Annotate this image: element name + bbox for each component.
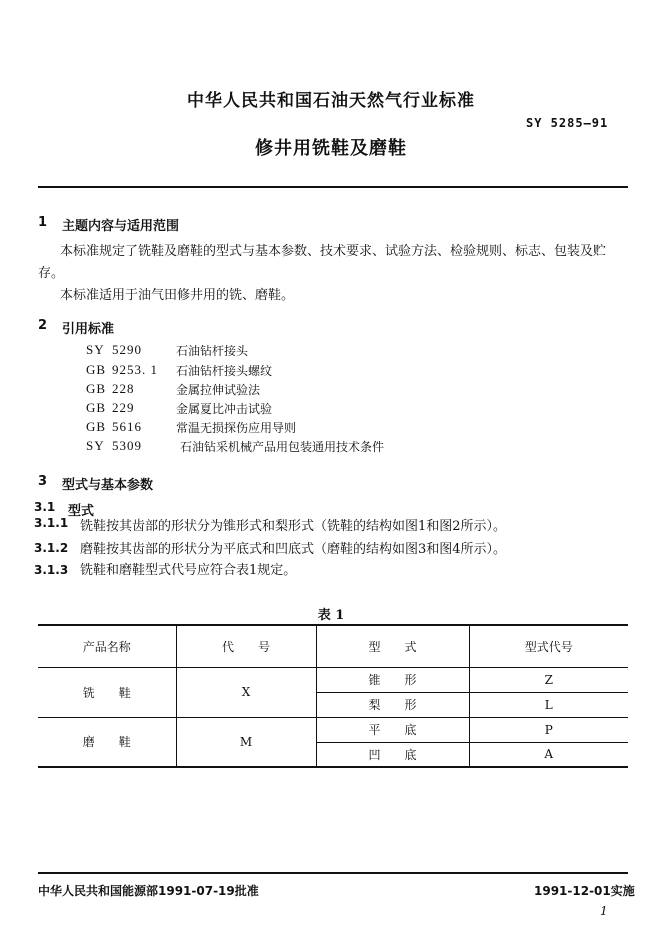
- type-code-table: [38, 624, 628, 768]
- item-3-1-2-number: 3.1.2: [34, 541, 69, 555]
- subsection-3-1-heading: 型式: [68, 504, 95, 519]
- ref-std: SY: [86, 342, 105, 357]
- ref-std: GB: [86, 381, 107, 396]
- standard-code: SY 5285—91: [526, 116, 609, 130]
- reference-item: [86, 362, 486, 381]
- type-code-cell: P: [469, 717, 628, 742]
- section-1-para1-line2: 存。: [38, 266, 65, 281]
- product-code-cell: X: [176, 667, 316, 717]
- type-code-cell: A: [469, 742, 628, 767]
- ref-name: 常温无损探伤应用导则: [176, 421, 297, 435]
- ref-num: 9253. 1: [112, 362, 158, 377]
- reference-item: [86, 419, 486, 438]
- page-number: 1: [600, 904, 608, 918]
- section-1-para2: 本标准适用于油气田修井用的铣、磨鞋。: [60, 288, 295, 303]
- item-3-1-3-number: 3.1.3: [34, 563, 69, 577]
- ref-num: 229: [112, 400, 135, 415]
- reference-item: [86, 400, 486, 419]
- org-title: 中华人民共和国石油天然气行业标准: [187, 91, 475, 111]
- header-rule: [38, 186, 628, 188]
- product-name-cell: 铣 鞋: [38, 667, 176, 717]
- doc-title: 修井用铣鞋及磨鞋: [255, 138, 407, 159]
- ref-name: 石油钻杆接头螺纹: [176, 364, 273, 378]
- ref-std: GB: [86, 362, 107, 377]
- item-3-1-2-text: 磨鞋按其齿部的形状分为平底式和凹底式（磨鞋的结构如图3和图4所示）。: [80, 542, 507, 557]
- section-3-heading: 型式与基本参数: [62, 478, 154, 493]
- header-type-code: 型式代号: [469, 625, 628, 667]
- table-caption: 表 1: [317, 608, 345, 623]
- section-2-number: 2: [38, 318, 48, 333]
- table-row: [38, 717, 628, 742]
- ref-num: 5290: [112, 342, 142, 357]
- ref-num: 5309: [112, 438, 142, 453]
- header-product-name: 产品名称: [38, 625, 176, 667]
- type-cell: 梨 形: [316, 692, 469, 717]
- approval-note: 中华人民共和国能源部1991-07-19批准: [38, 884, 259, 898]
- reference-list: [86, 342, 486, 457]
- item-3-1-1-text: 铣鞋按其齿部的形状分为锥形式和梨形式（铣鞋的结构如图1和图2所示）。: [80, 519, 507, 534]
- type-cell: 平 底: [316, 717, 469, 742]
- header-code: 代 号: [176, 625, 316, 667]
- section-1-heading: 主题内容与适用范围: [62, 219, 180, 234]
- table-row: [38, 667, 628, 692]
- section-1-para1-line1: 本标准规定了铣鞋及磨鞋的型式与基本参数、技术要求、试验方法、检验规则、标志、包装及贮: [60, 244, 607, 259]
- ref-std: GB: [86, 400, 107, 415]
- section-1-number: 1: [38, 215, 48, 230]
- item-3-1-3-text: 铣鞋和磨鞋型式代号应符合表1规定。: [80, 563, 297, 578]
- ref-name: 石油钻采机械产品用包装通用技术条件: [180, 440, 385, 454]
- section-2-heading: 引用标准: [62, 322, 115, 337]
- table-header-row: [38, 625, 628, 667]
- ref-std: GB: [86, 419, 107, 434]
- type-code-cell: L: [469, 692, 628, 717]
- reference-item: [86, 342, 486, 362]
- reference-item: [86, 438, 486, 457]
- reference-item: [86, 381, 486, 400]
- header-type: 型 式: [316, 625, 469, 667]
- type-cell: 凹 底: [316, 742, 469, 767]
- footer-rule: [38, 872, 628, 874]
- product-code-cell: M: [176, 717, 316, 767]
- subsection-3-1-number: 3.1: [34, 500, 56, 514]
- ref-num: 5616: [112, 419, 142, 434]
- ref-name: 金属夏比冲击试验: [176, 402, 273, 416]
- ref-std: SY: [86, 438, 105, 453]
- effective-date: 1991-12-01实施: [534, 884, 635, 898]
- type-code-cell: Z: [469, 667, 628, 692]
- type-cell: 锥 形: [316, 667, 469, 692]
- ref-num: 228: [112, 381, 135, 396]
- section-3-number: 3: [38, 474, 48, 489]
- ref-name: 石油钻杆接头: [176, 344, 249, 358]
- product-name-cell: 磨 鞋: [38, 717, 176, 767]
- ref-name: 金属拉伸试验法: [176, 383, 261, 397]
- item-3-1-1-number: 3.1.1: [34, 516, 69, 530]
